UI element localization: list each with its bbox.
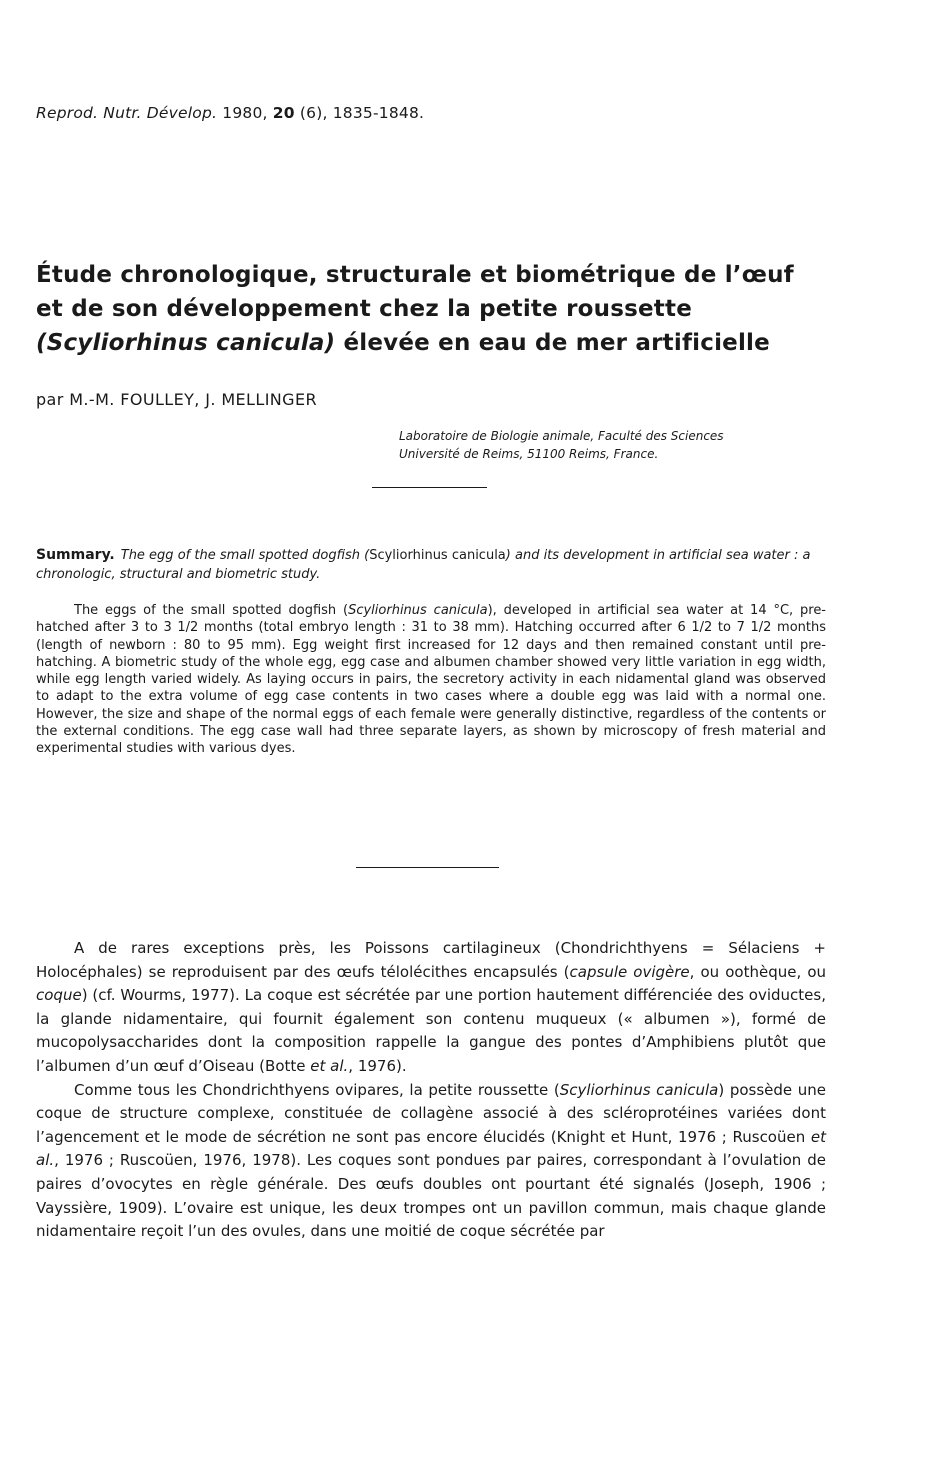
journal-year: 1980, (222, 104, 268, 122)
summary-title-b: ) and its development in artificial sea water : a chronologic, structural and biometric study. (36, 548, 811, 582)
journal-issue-pages: (6), 1835-1848. (299, 104, 425, 122)
summary-heading (36, 546, 826, 584)
title-line-2: et de son développement chez la petite roussette (36, 296, 692, 322)
abstract (36, 602, 826, 758)
abstract-text-a: The eggs of the small spotted dogfish ( (74, 603, 349, 618)
abstract-text-b: ), developed in artificial sea water at 14 °C, pre-hatched after 3 to 3 1/2 months (total embryo length : 31 to 38 mm). Hatching occurred after 6 1/2 to 7 1/2 months (length of newborn : 80 to 95 mm). Egg weight first increased for 12 days and then remained constant until pre-hatching. A biometric study of the whole egg, egg case and albumen chamber showed very little variation in egg width, while egg length varied widely. As laying occurs in pairs, the secretory activity in each nidamental gland was observed to adapt to the extra volume of egg case contents in two cases where a double egg was laid with a normal one. However, the size and shape of the normal eggs of each female were generally distinctive, regardless of the contents or the external conditions. The egg case wall had three separate layers, as shown by microscopy of fresh material and experimental studies with various dyes. (36, 603, 827, 757)
summary-label: Summary. (36, 547, 115, 563)
journal-citation (36, 104, 424, 122)
title-line-1: Étude chronologique, structurale et biométrique de l’œuf (36, 262, 794, 288)
title-line-3 (36, 326, 896, 360)
abstract-species: Scyliorhinus canicula (348, 603, 488, 618)
body-text (36, 937, 826, 1244)
title-species: (Scyliorhinus canicula) (36, 330, 336, 356)
summary-title-a: The egg of the small spotted dogfish ( (120, 548, 370, 563)
paper-title (36, 258, 896, 360)
separator-rule-top (372, 487, 487, 488)
paragraph-1: A de rares exceptions près, les Poissons cartilagineux (Chondrichthyens = Sélaciens + Holocéphales) se reproduisent par des œufs télolécithes encapsulés (capsule ovigère, ou oothèque, ou coque) (cf. Wourms, 1977). La coque est sécrétée par une portion hautement différenciée des oviductes, la glande nidamentaire, qui fournit également son contenu muqueux (« albumen »), formé de mucopolysaccharides dont la composition rappelle la gangue des pontes d’Amphibiens plutôt que l’albumen d’un œuf d’Oiseau (Botte et al., 1976). (36, 939, 827, 1075)
title-line-3-rest: élevée en eau de mer artificielle (335, 330, 770, 356)
affiliation-line-1: Laboratoire de Biologie animale, Faculté des Sciences (399, 429, 724, 443)
separator-rule-bottom (356, 867, 499, 868)
paragraph-2: Comme tous les Chondrichthyens ovipares, la petite roussette (Scyliorhinus canicula) possède une coque de structure complexe, constituée de collagène associé à des scléroprotéines variées dont l’agencement et le mode de sécrétion ne sont pas encore élucidés (Knight et Hunt, 1976 ; Ruscoüen et al., 1976 ; Ruscoüen, 1976, 1978). Les coques sont pondues par paires, correspondant à l’ovulation de paires d’ovocytes en règle générale. Des œufs doubles ont pourtant été signalés (Joseph, 1906 ; Vayssière, 1909). L’ovaire est unique, les deux trompes ont un pavillon commun, mais chaque glande nidamentaire reçoit l’un des ovules, dans une moitié de coque sécrétée par (36, 1080, 827, 1241)
journal-volume: 20 (272, 104, 295, 122)
summary-title-species: Scyliorhinus canicula (369, 548, 506, 563)
affiliation (399, 427, 724, 463)
authors: par M.-M. FOULLEY, J. MELLINGER (36, 390, 318, 409)
affiliation-line-2: Université de Reims, 51100 Reims, France. (399, 447, 659, 461)
journal-name: Reprod. Nutr. Dévelop. (36, 104, 218, 122)
